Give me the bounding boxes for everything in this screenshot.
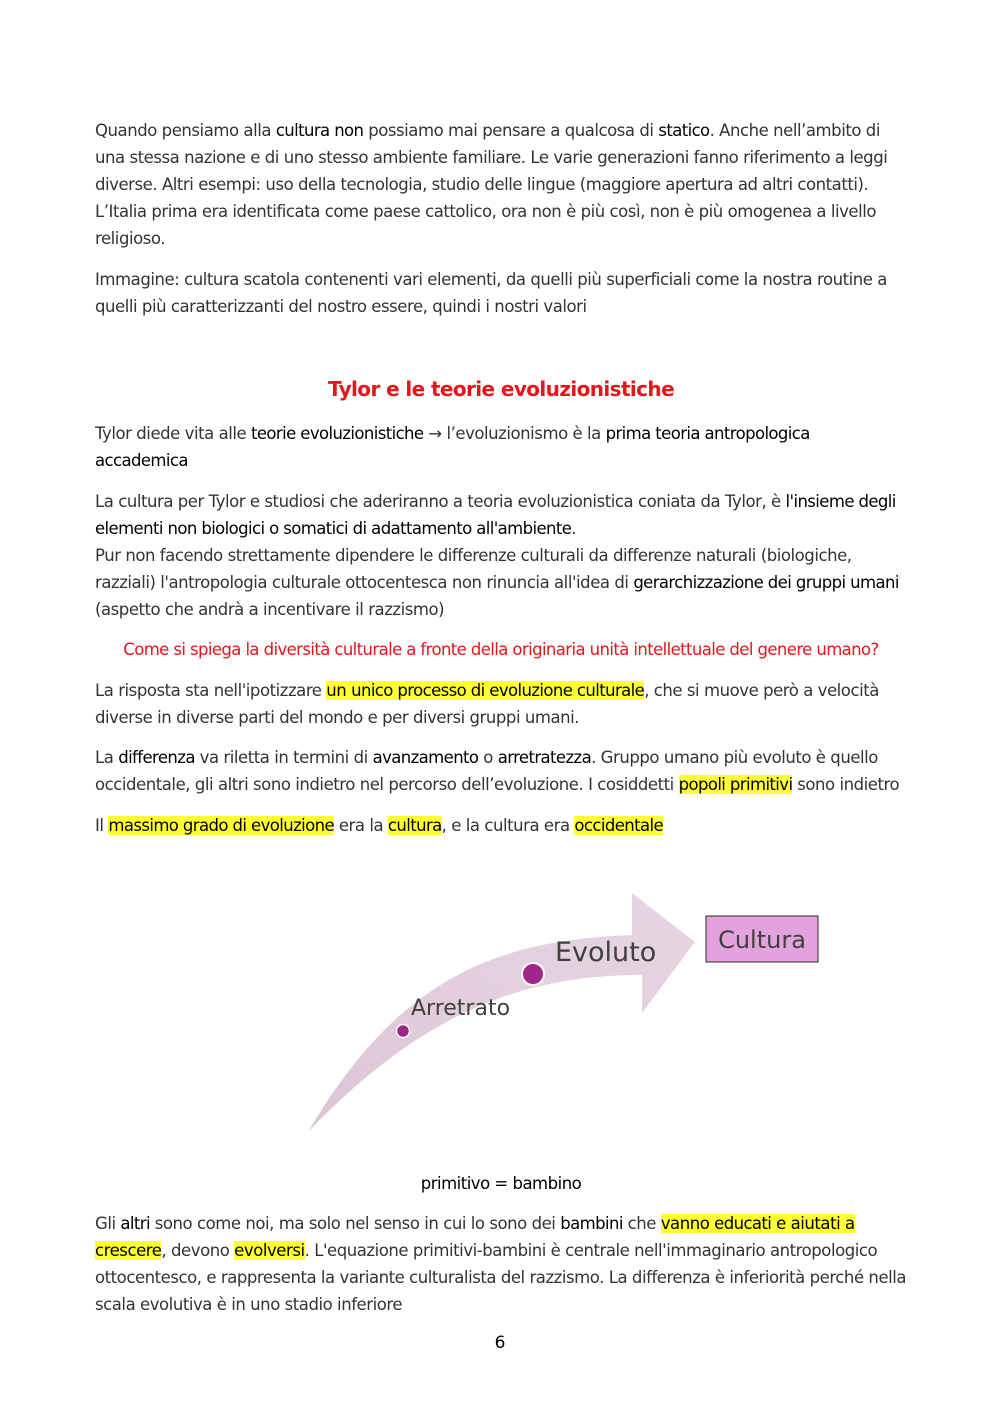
- section-paragraph-2: La cultura per Tylor e studiosi che aderiranno a teoria evoluzionistica coniata da Tylor, è l'insieme degli elementi non biologici o somatici di adattamento all'ambiente. Pur non facendo strettamente dipendere le differenze culturali da differenze naturali (biologiche, razziali) l'antropologia culturale ottocentesca non rinuncia all'idea di gerarchizzazione dei gruppi umani (aspetto che andrà a incentivare il razzismo): [95, 492, 899, 619]
- page-number: 6: [494, 1333, 506, 1353]
- highlight: massimo grado di evoluzione: [108, 816, 335, 835]
- highlight: educati: [714, 1214, 772, 1233]
- diagram-caption: primitivo = bambino: [420, 1174, 582, 1193]
- section-paragraph-6: Gli altri sono come noi, ma solo nel senso in cui lo sono dei bambini che vanno educati e aiutati a crescere, devono evolversi. L'equazione primitivi-bambini è centrale nell'immaginario antropologico ottocentesco, e rappresenta la variante culturalista del razzismo. La differenza è inferiorità perché nella scala evolutiva è in uno stadio inferiore: [95, 1214, 907, 1314]
- arrow-icon: →: [423, 424, 447, 443]
- label-evoluto: Evoluto: [555, 937, 657, 968]
- highlight: un: [326, 681, 352, 700]
- section-paragraph-4: La differenza va riletta in termini di avanzamento o arretratezza. Gruppo umano più evoluto è quello occidentale, gli altri sono indietro nel percorso dell’evoluzione. I cosiddetti popoli primitivi sono indietro: [95, 748, 900, 794]
- highlight: evolversi: [234, 1241, 305, 1260]
- intro-paragraph-1: Quando pensiamo alla cultura non possiamo mai pensare a qualcosa di statico. Anche nell’ambito di una stessa nazione e di uno stesso ambiente familiare. Le varie generazioni fanno riferimento a leggi diverse. Altri esempi: uso della tecnologia, studio delle lingue (maggiore apertura ad altri contatti). L’Italia prima era identificata come paese cattolico, ora non è più così, non è più omogenea a livello religioso.: [95, 121, 888, 248]
- highlight: cultura: [387, 816, 442, 835]
- highlight: e aiutati a crescere: [95, 1214, 855, 1260]
- intro-paragraph-2: Immagine: cultura scatola contenenti vari elementi, da quelli più superficiali come la nostra routine a quelli più caratterizzanti del nostro essere, quindi i nostri valori: [95, 270, 887, 316]
- section-title: Tylor e le teorie evoluzionistiche: [327, 377, 675, 401]
- label-arretrato: Arretrato: [411, 996, 511, 1021]
- section-paragraph-5: Il massimo grado di evoluzione era la cultura, e la cultura era occidentale: [95, 816, 664, 835]
- section-paragraph-3: La risposta sta nell'ipotizzare un unico processo di evoluzione culturale, che si muove però a velocità diverse in diverse parti del mondo e per diversi gruppi umani.: [95, 681, 879, 727]
- highlight: popoli primitivi: [678, 775, 793, 794]
- section-question: Come si spiega la diversità culturale a fronte della originaria unità intellettuale del genere umano?: [123, 640, 879, 659]
- dot-arretrato: [397, 1025, 410, 1038]
- cultura-box-label: Cultura: [718, 926, 806, 954]
- evolution-diagram: [0, 860, 1000, 1150]
- section-paragraph-1: Tylor diede vita alle teorie evoluzionistiche → l’evoluzionismo è la prima teoria antropologica accademica: [95, 424, 810, 470]
- dot-evoluto: [522, 963, 544, 985]
- highlight: unico processo di evoluzione culturale: [351, 681, 645, 700]
- highlight: occidentale: [574, 816, 664, 835]
- highlight: vanno: [660, 1214, 715, 1233]
